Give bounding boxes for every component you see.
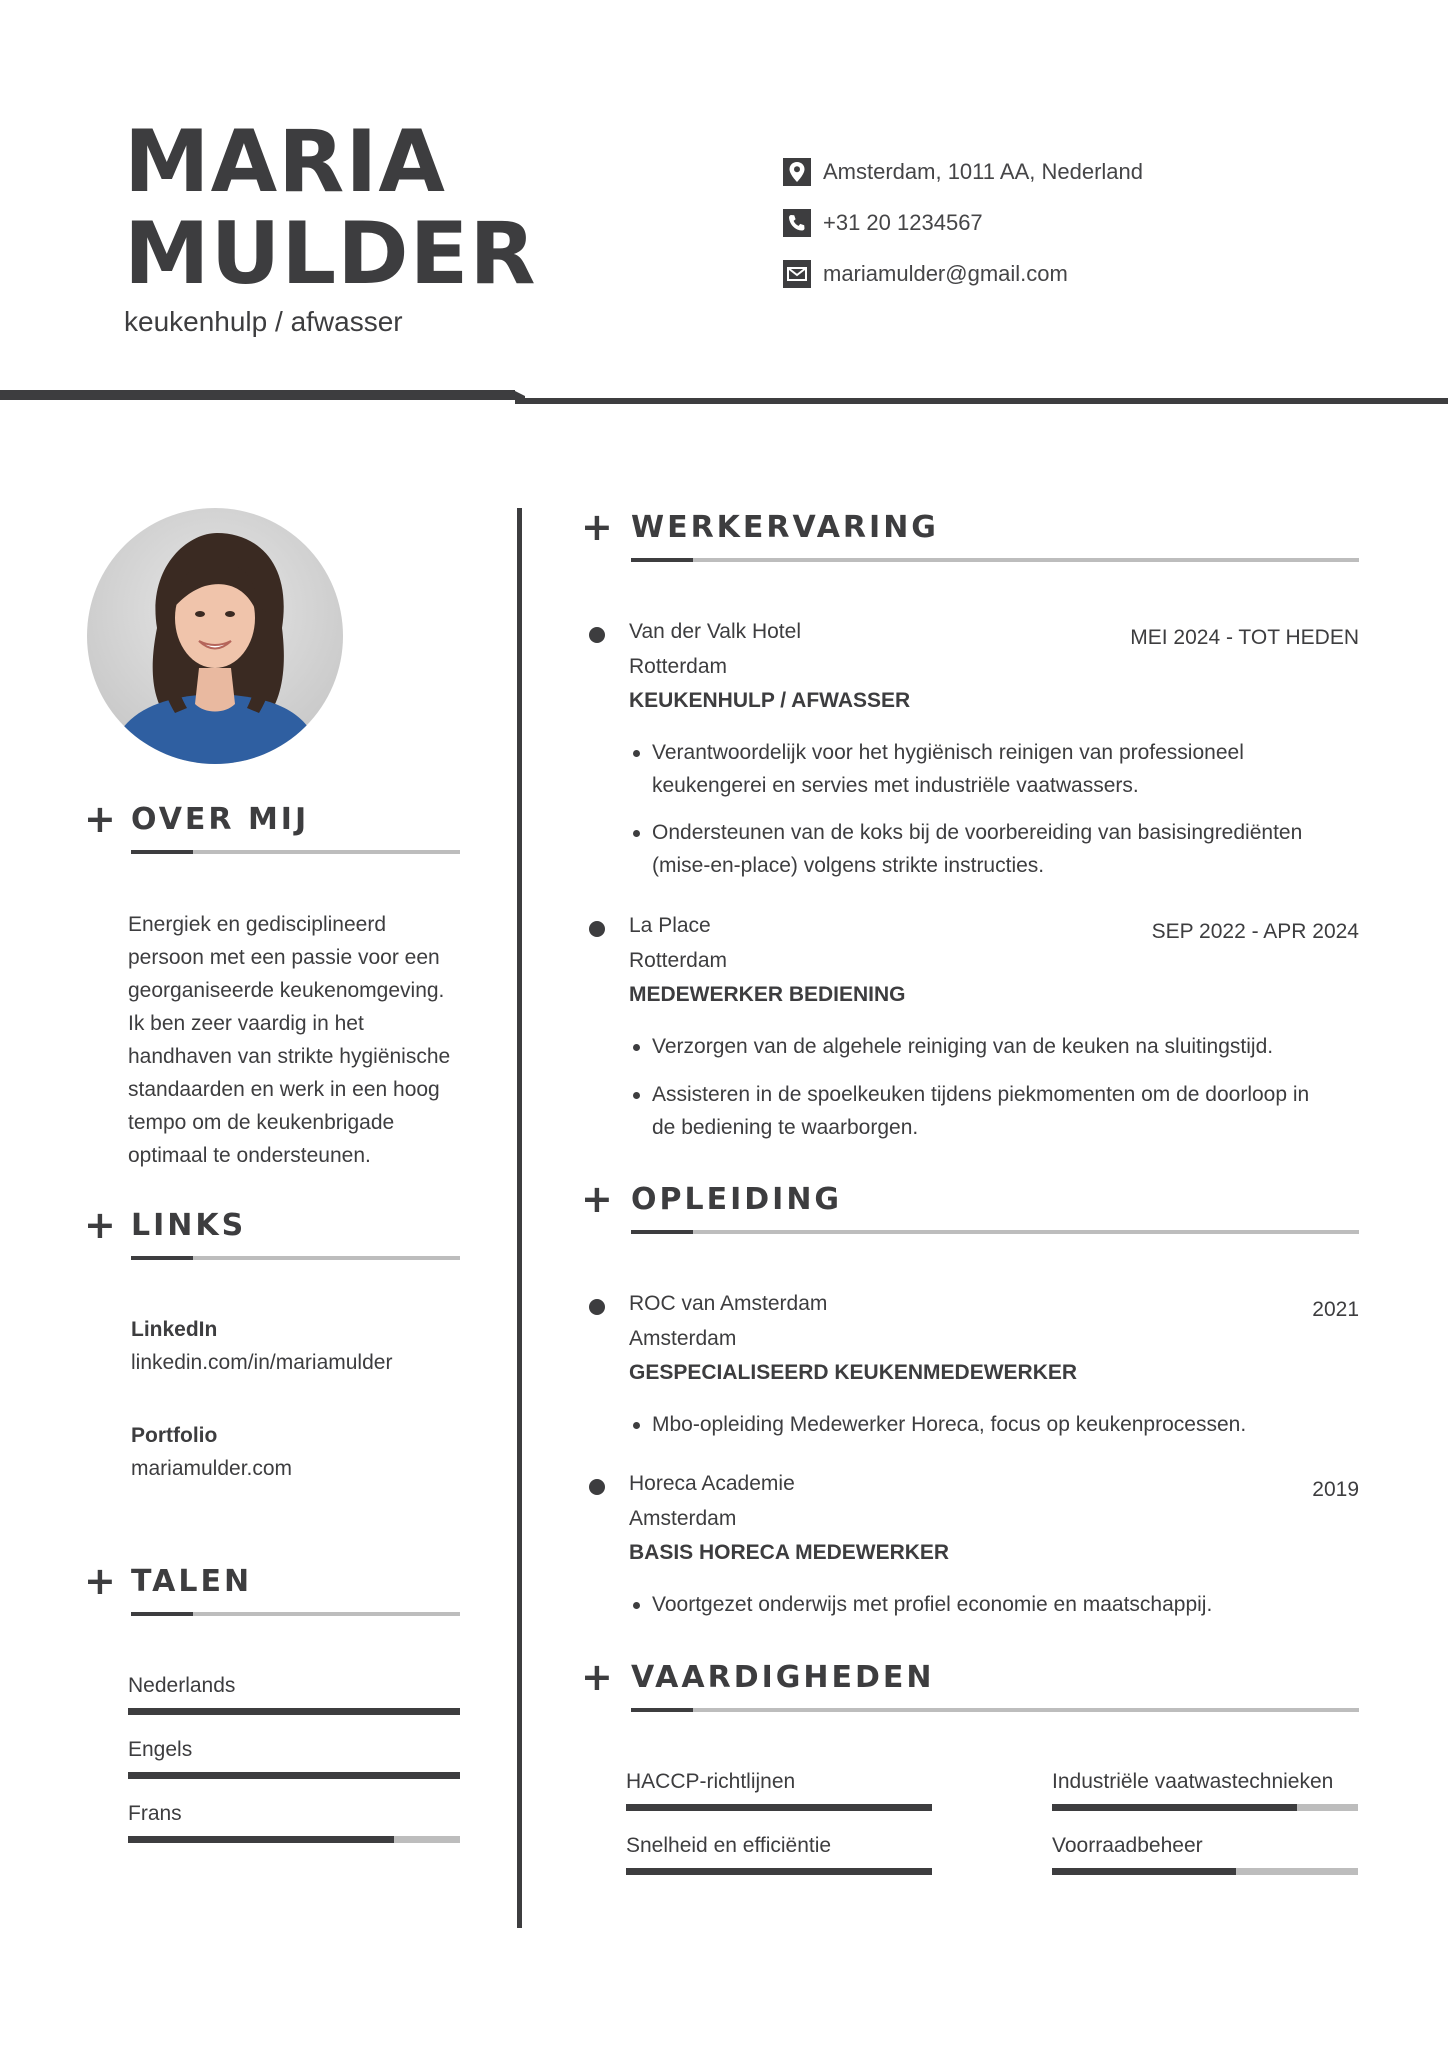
- edu-degree: BASIS HORECA MEDEWERKER: [629, 1541, 950, 1564]
- edu-bullet: Voortgezet onderwijs met profiel economie en maatschappij.: [652, 1593, 1213, 1616]
- skill-level-fill: [1052, 1868, 1236, 1875]
- contact-address: [783, 158, 1143, 186]
- job-date: SEP 2022 - APR 2024: [1151, 920, 1359, 943]
- bullet-line: (mise-en-place) volgens strikte instructies.: [652, 854, 1045, 877]
- edu-school: Horeca Academie: [629, 1472, 795, 1495]
- job-role: KEUKENHULP / AFWASSER: [629, 689, 911, 712]
- candidate-name: [124, 112, 537, 304]
- header-divider-thin: [515, 398, 1448, 404]
- linkedin-link[interactable]: linkedin.com/in/mariamulder: [131, 1351, 393, 1374]
- plus-icon: +: [84, 1559, 116, 1603]
- edu-year: 2019: [1312, 1478, 1359, 1501]
- bullet-dot: [633, 750, 640, 757]
- column-divider: [517, 508, 522, 1928]
- plus-icon: +: [84, 797, 116, 841]
- edu-city: Amsterdam: [629, 1507, 737, 1530]
- last-name: MULDER: [124, 204, 537, 304]
- language-name: Frans: [128, 1802, 182, 1825]
- address-text: Amsterdam, 1011 AA, Nederland: [823, 159, 1143, 184]
- job-title: keukenhulp / afwasser: [124, 306, 403, 337]
- header-divider-thick: [0, 390, 515, 400]
- contact-email: [783, 260, 1068, 288]
- language-level-fill: [128, 1772, 460, 1779]
- bullet-line: keukengerei en servies met industriële vaatwassers.: [652, 774, 1139, 797]
- edu-bullet: Mbo-opleiding Medewerker Horeca, focus op keukenprocessen.: [652, 1413, 1247, 1436]
- bullet-dot: [633, 1422, 640, 1429]
- about-text: [128, 908, 468, 1172]
- job-bullet: [652, 816, 1352, 882]
- plus-icon: +: [581, 1177, 613, 1221]
- edu-degree: GESPECIALISEERD KEUKENMEDEWERKER: [629, 1361, 1078, 1384]
- job-company: La Place: [629, 914, 711, 937]
- language-level-fill: [128, 1836, 394, 1843]
- job-bullet: [652, 1078, 1352, 1144]
- about-rule-accent: [131, 850, 193, 854]
- language-level-fill: [128, 1708, 460, 1715]
- about-line: Ik ben zeer vaardig in het: [128, 1012, 364, 1035]
- bullet-dot: [633, 1092, 640, 1099]
- linkedin-label: LinkedIn: [131, 1318, 218, 1341]
- bullet-line: Assisteren in de spoelkeuken tijdens piekmomenten om de doorloop in: [652, 1083, 1310, 1106]
- timeline-dot: [589, 921, 605, 937]
- plus-icon: +: [581, 505, 613, 549]
- skill-level-fill: [1052, 1804, 1297, 1811]
- timeline-dot: [589, 1299, 605, 1315]
- edu-school: ROC van Amsterdam: [629, 1292, 828, 1315]
- edu-year: 2021: [1312, 1298, 1359, 1321]
- skills-heading: VAARDIGHEDEN: [631, 1660, 935, 1695]
- timeline-dot: [589, 1479, 605, 1495]
- experience-rule-accent: [631, 558, 693, 562]
- languages-heading: TALEN: [131, 1564, 253, 1599]
- bullet-line: Verzorgen van de algehele reiniging van de keuken na sluitingstijd.: [652, 1035, 1274, 1058]
- plus-icon: +: [84, 1203, 116, 1247]
- bullet-dot: [633, 830, 640, 837]
- education-rule: [631, 1230, 1359, 1234]
- job-bullet: [652, 1030, 1352, 1063]
- phone-icon: [783, 209, 811, 237]
- language-name: Engels: [128, 1738, 193, 1761]
- education-heading: OPLEIDING: [631, 1182, 843, 1217]
- skill-name: Snelheid en efficiëntie: [626, 1834, 832, 1857]
- about-line: tempo om de keukenbrigade: [128, 1111, 395, 1134]
- timeline-dot: [589, 627, 605, 643]
- map-pin-icon: [783, 158, 811, 186]
- about-line: handhaven van strikte hygiënische: [128, 1045, 451, 1068]
- experience-heading: WERKERVARING: [631, 510, 939, 545]
- job-city: Rotterdam: [629, 949, 728, 972]
- skill-level-fill: [626, 1804, 932, 1811]
- languages-rule-accent: [131, 1612, 193, 1616]
- about-line: standaarden en werk in een hoog: [128, 1078, 440, 1101]
- envelope-icon: [783, 260, 811, 288]
- skills-rule-accent: [631, 1708, 693, 1712]
- about-line: optimaal te ondersteunen.: [128, 1144, 371, 1167]
- edu-city: Amsterdam: [629, 1327, 737, 1350]
- about-line: Energiek en gedisciplineerd: [128, 913, 386, 936]
- skill-name: Voorraadbeheer: [1052, 1834, 1203, 1857]
- portfolio-link[interactable]: mariamulder.com: [131, 1457, 293, 1480]
- job-date: MEI 2024 - TOT HEDEN: [1130, 626, 1359, 649]
- skills-rule: [631, 1708, 1359, 1712]
- about-line: georganiseerde keukenomgeving.: [128, 979, 445, 1002]
- portfolio-label: Portfolio: [131, 1424, 218, 1447]
- links-heading: LINKS: [131, 1208, 247, 1243]
- skill-level-fill: [626, 1868, 932, 1875]
- skill-name: HACCP-richtlijnen: [626, 1770, 796, 1793]
- experience-rule: [631, 558, 1359, 562]
- links-rule-accent: [131, 1256, 193, 1260]
- skill-name: Industriële vaatwastechnieken: [1052, 1770, 1334, 1793]
- bullet-dot: [633, 1602, 640, 1609]
- bullet-line: de bediening te waarborgen.: [652, 1116, 919, 1139]
- bullet-line: Ondersteunen van de koks bij de voorbereiding van basisingrediënten: [652, 821, 1303, 844]
- profile-photo: [87, 508, 343, 764]
- contact-phone: [783, 209, 983, 237]
- job-bullet: [652, 736, 1352, 802]
- phone-text: +31 20 1234567: [823, 210, 983, 235]
- plus-icon: +: [581, 1655, 613, 1699]
- job-company: Van der Valk Hotel: [629, 620, 801, 643]
- job-city: Rotterdam: [629, 655, 728, 678]
- email-text: mariamulder@gmail.com: [823, 261, 1068, 286]
- bullet-line: Verantwoordelijk voor het hygiënisch reinigen van professioneel: [652, 741, 1244, 764]
- about-heading: OVER MIJ: [131, 802, 310, 837]
- bullet-dot: [633, 1044, 640, 1051]
- job-role: MEDEWERKER BEDIENING: [629, 983, 906, 1006]
- language-name: Nederlands: [128, 1674, 236, 1697]
- first-name: MARIA: [124, 112, 446, 212]
- about-line: persoon met een passie voor een: [128, 946, 440, 969]
- education-rule-accent: [631, 1230, 693, 1234]
